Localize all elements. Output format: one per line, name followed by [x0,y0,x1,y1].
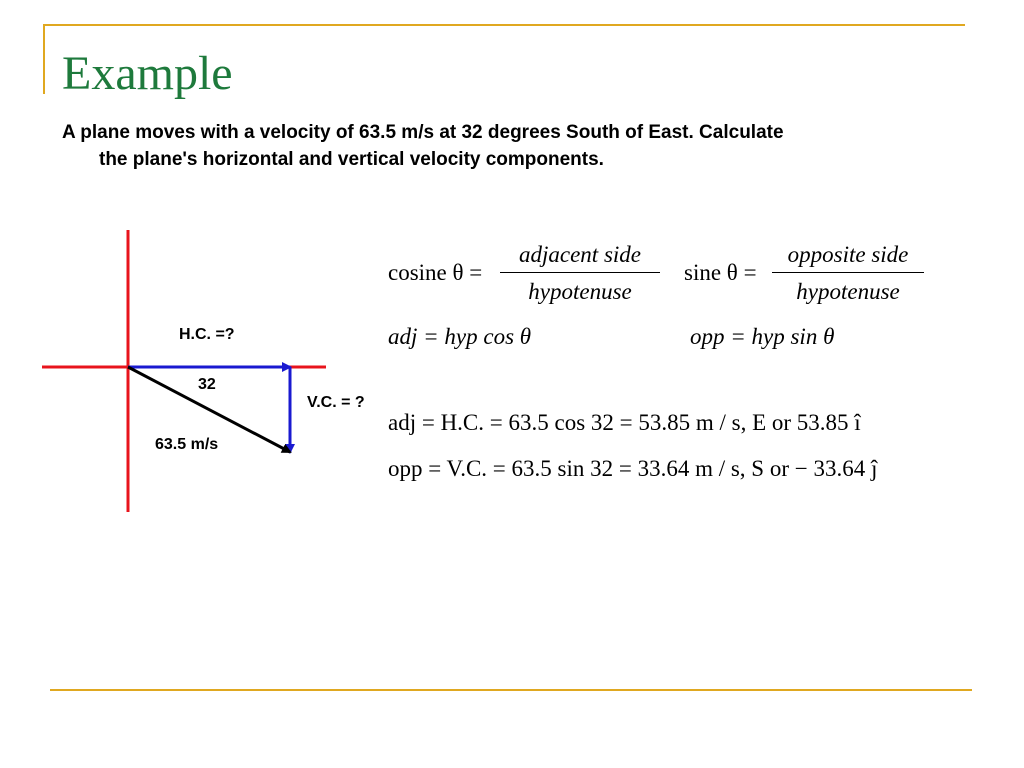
velocity-label: 63.5 m/s [155,436,219,453]
adj-calculation: adj = H.C. = 63.5 cos 32 = 53.85 m / s, E or 53.85 î [388,410,861,435]
cosine-fraction [500,242,660,305]
sine-denominator: hypotenuse [796,279,900,304]
opp-equation: opp = hyp sin θ [690,324,835,349]
hc-label: H.C. =? [179,326,235,343]
problem-line-2: the plane's horizontal and vertical velocity components. [99,149,604,170]
sine-fraction [772,242,924,305]
angle-label: 32 [198,376,216,393]
vc-label: V.C. = ? [307,394,365,411]
adj-equation: adj = hyp cos θ [388,324,532,349]
sine-lhs: sine θ = [684,260,757,285]
cosine-lhs: cosine θ = [388,260,483,285]
cosine-numerator: adjacent side [519,242,641,267]
slide-title: Example [62,47,233,100]
opp-calculation: opp = V.C. = 63.5 sin 32 = 33.64 m / s, S or − 33.64 ĵ [388,456,878,481]
problem-line-1: A plane moves with a velocity of 63.5 m/s at 32 degrees South of East. Calculate [62,122,784,143]
sine-numerator: opposite side [787,242,909,267]
cosine-denominator: hypotenuse [528,279,632,304]
